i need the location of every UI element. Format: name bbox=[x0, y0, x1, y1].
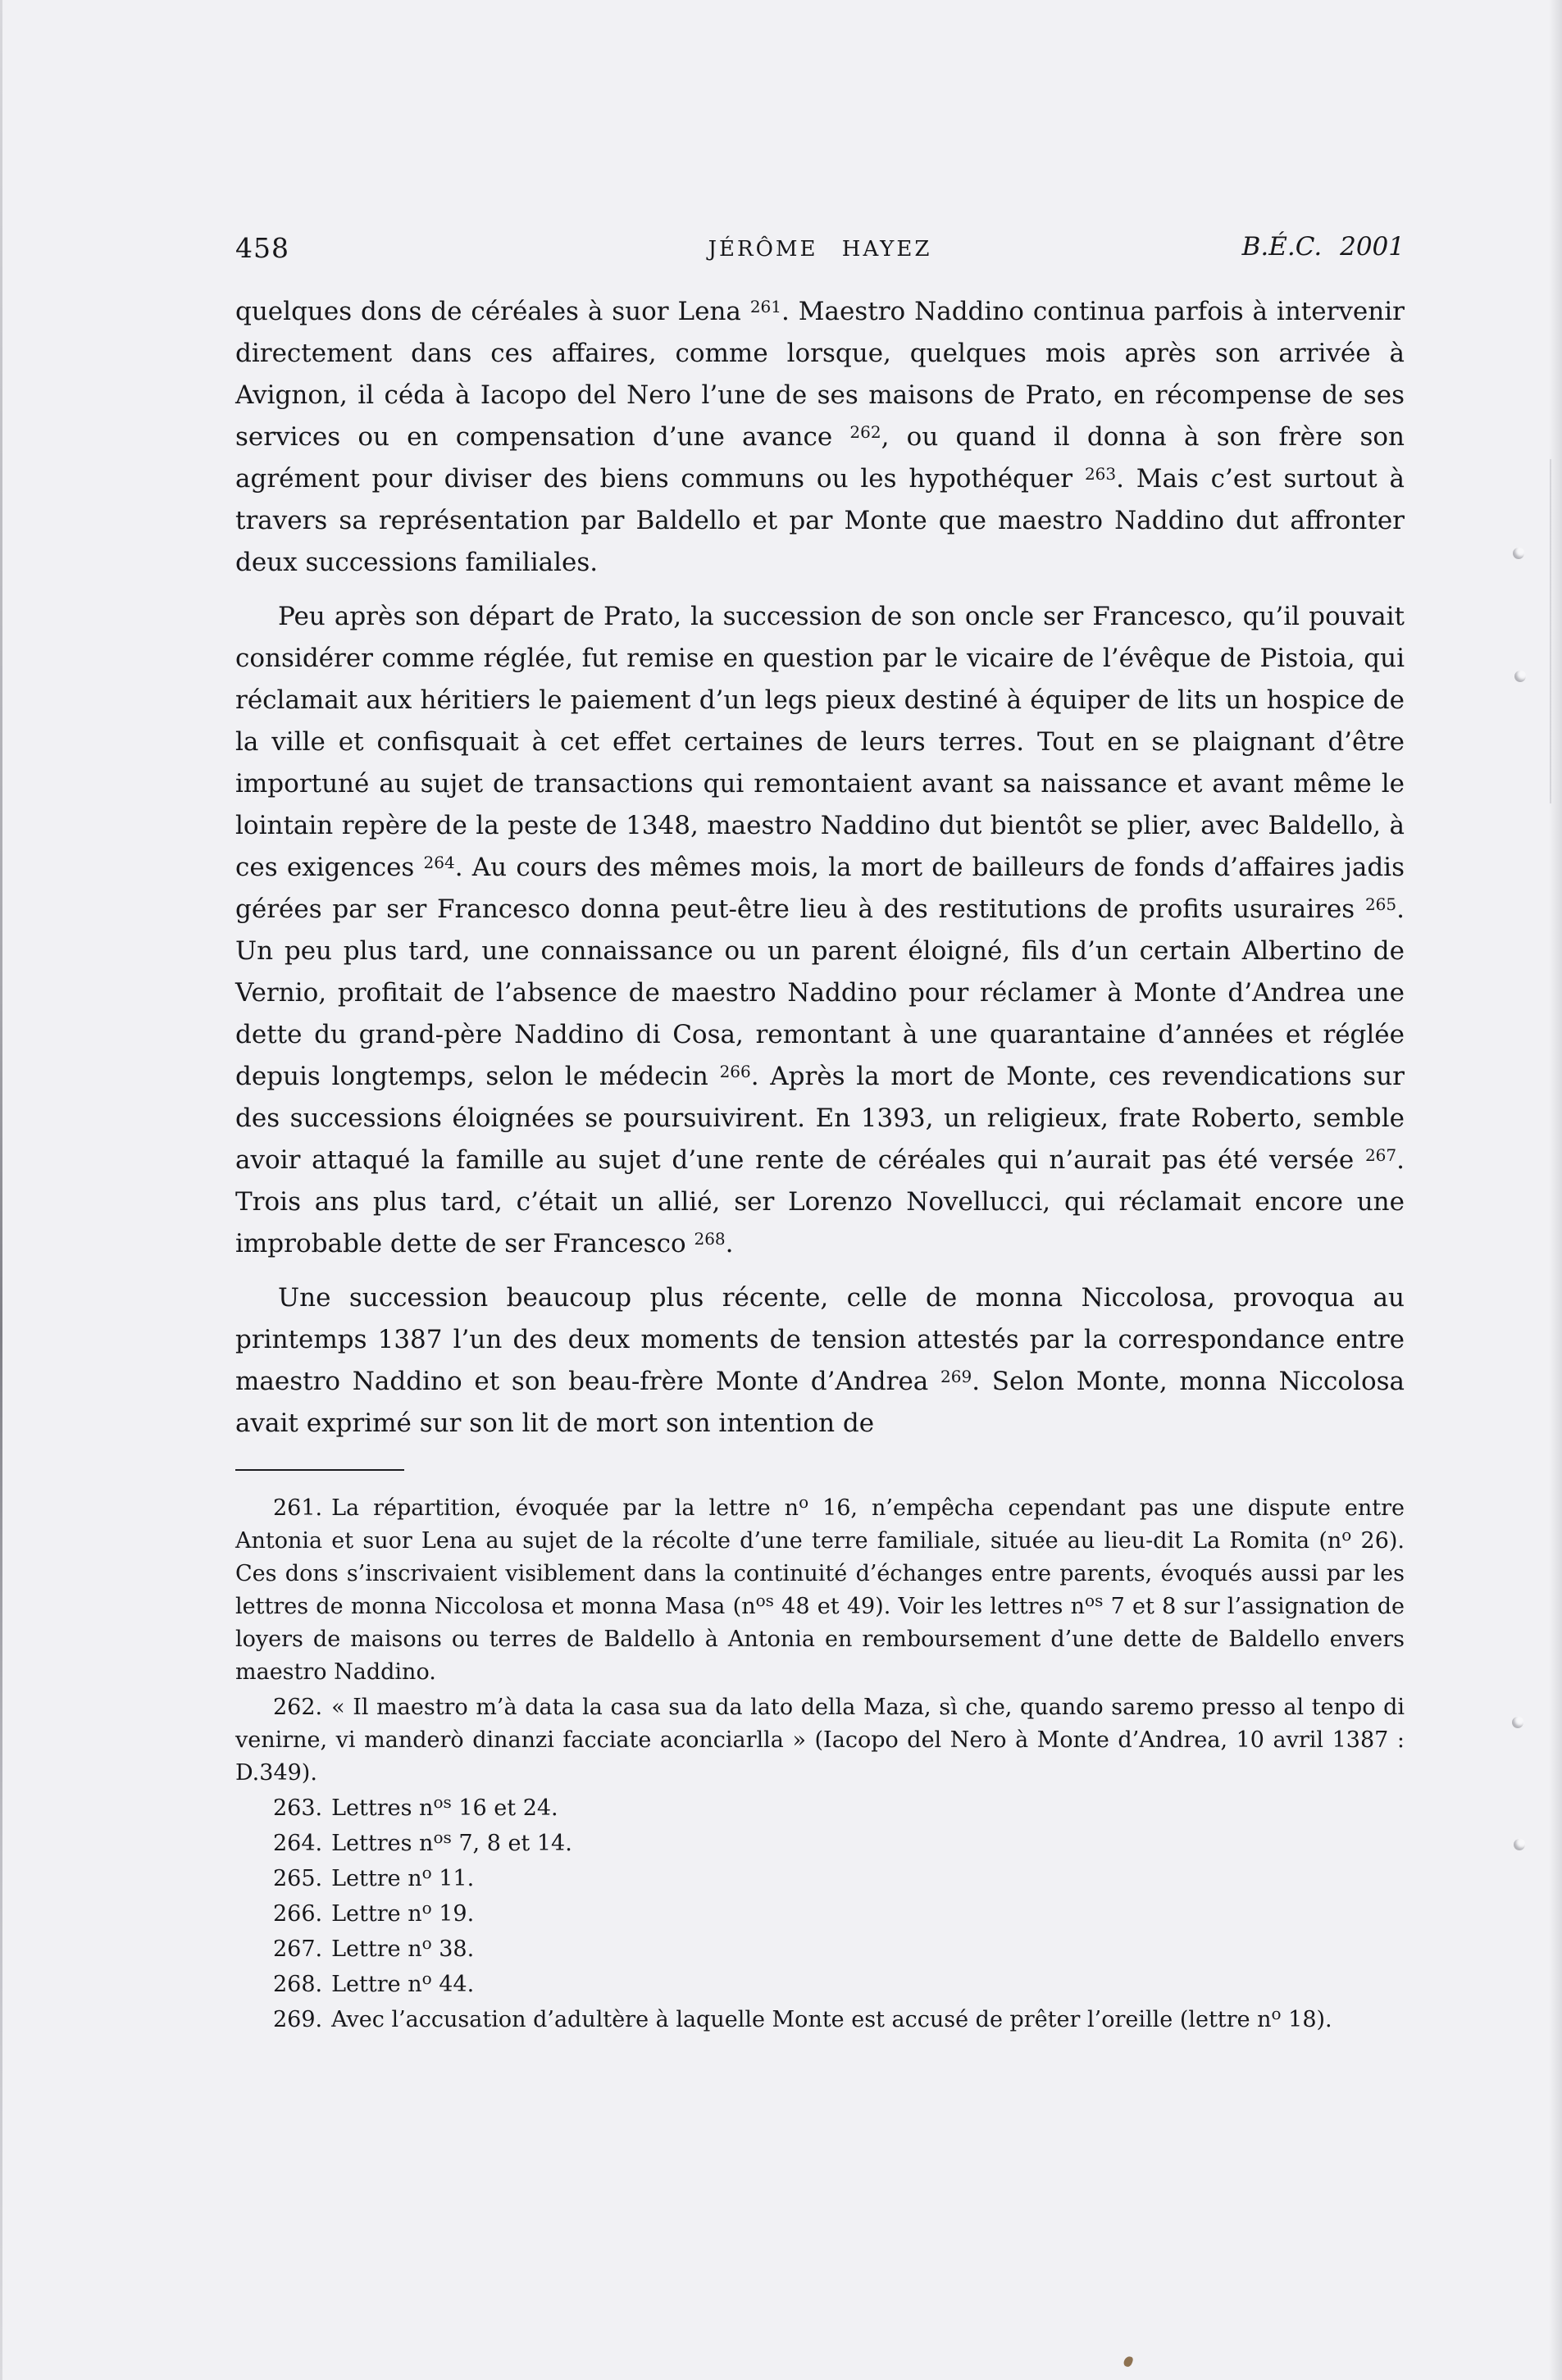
footnote-mark: o bbox=[421, 1898, 432, 1918]
text-run: . Après la mort de Monte, ces revendications sur des successions éloignées se poursuivirent. En 1393, un religieux, frate Roberto, semble avoir attaqué la famille au sujet d’une rente de céréales qui n’aurait pas été versée bbox=[235, 1062, 1405, 1175]
footnote-mark: 262 bbox=[849, 422, 881, 442]
text-run: . Un peu plus tard, une connaissance ou un parent éloigné, fils d’un certain Albertino de Vernio, profitait de l’absence de maestro Naddino pour réclamer à Monte d’Andrea une dette du grand-père Naddino di Cosa, remontant à une quarantaine d’années et réglée depuis longtemps, selon le médecin bbox=[235, 894, 1405, 1091]
text-run: 16, n’empêcha cependant pas une dispute entre Antonia et suor Lena au sujet de la récolte d’une terre familiale, située au lieu-dit La Romita (n bbox=[235, 1495, 1405, 1554]
text-run: . bbox=[725, 1229, 734, 1258]
footnote-mark: os bbox=[433, 1792, 452, 1812]
text-run: « Il maestro m’à data la casa sua da lato della Maza, sì che, quando saremo presso al tenpo di venirne, vi manderò dinanzi facciate aconciarlla » (Iacopo del Nero à Monte d’Andrea, 10 avril 1387 : D.349). bbox=[235, 1695, 1405, 1786]
text-run: Peu après son départ de Prato, la succession de son oncle ser Francesco, qu’il pouvait considérer comme réglée, fut remise en question par le vicaire de l’évêque de Pistoia, qui réclamait aux héritiers le paiement d’un legs pieux destiné à équiper de lits un hospice de la ville et confisquait à cet effet certaines de leurs terres. Tout en se plaignant d’être importuné au sujet de transactions qui remontaient avant sa naissance et avant même le lointain repère de la peste de 1348, maestro Naddino dut bientôt se plier, avec Baldello, à ces exigences bbox=[235, 602, 1405, 882]
footnote-number: 266. bbox=[273, 1901, 323, 1927]
text-run: 7 et 8 sur l’assignation de loyers de maisons ou terres de Baldello à Antonia en remboursement d’une dette de Baldello envers maestro Naddino. bbox=[235, 1594, 1405, 1685]
text-run: Lettre n bbox=[331, 1901, 422, 1927]
footnote-mark: 268 bbox=[694, 1229, 726, 1249]
footnote-mark: 264 bbox=[423, 853, 455, 872]
footnote-mark: o bbox=[1341, 1525, 1352, 1545]
footnote-mark: o bbox=[799, 1492, 809, 1512]
footnote bbox=[235, 1933, 1405, 1966]
footnote-mark: 267 bbox=[1364, 1145, 1397, 1165]
body-paragraph bbox=[235, 596, 1405, 1265]
footnote bbox=[235, 1827, 1405, 1860]
text-run: Lettres n bbox=[331, 1795, 434, 1821]
text-run: 48 et 49). Voir les lettres n bbox=[773, 1594, 1086, 1619]
footnote bbox=[235, 1898, 1405, 1931]
footnote bbox=[235, 1691, 1405, 1790]
footnote bbox=[235, 1492, 1405, 1689]
page-header bbox=[235, 232, 1405, 270]
text-run: 19. bbox=[431, 1901, 475, 1927]
paper-crease bbox=[1550, 459, 1551, 803]
page-right-shadow bbox=[1549, 0, 1562, 2380]
text-run: 38. bbox=[431, 1936, 475, 1962]
footnote-number: 262. bbox=[273, 1695, 323, 1720]
text-run: 44. bbox=[431, 1972, 475, 1997]
footnote-mark: o bbox=[421, 1933, 432, 1953]
journal-reference: B.É.C. 2001 bbox=[1241, 232, 1405, 262]
text-run: Lettres n bbox=[331, 1831, 434, 1856]
footnote-mark: o bbox=[421, 1968, 432, 1988]
footnote-mark: os bbox=[1085, 1590, 1104, 1610]
text-run: . Mais c’est surtout à travers sa représentation par Baldello et par Monte que maestro Naddino dut affronter deux successions familiales. bbox=[235, 464, 1405, 577]
footnote-number: 265. bbox=[273, 1866, 323, 1891]
footnote-mark: 265 bbox=[1364, 894, 1397, 914]
paper-speck bbox=[1123, 2355, 1134, 2368]
text-run: Lettre n bbox=[331, 1972, 422, 1997]
text-run: 7, 8 et 14. bbox=[451, 1831, 572, 1856]
text-run: . Au cours des mêmes mois, la mort de bailleurs de fonds d’affaires jadis gérées par ser Francesco donna peut-être lieu à des restitutions de profits usuraires bbox=[235, 853, 1405, 924]
footnote-mark: 261 bbox=[749, 297, 781, 316]
text-run: La répartition, évoquée par la lettre n bbox=[331, 1495, 799, 1521]
text-run: Une succession beaucoup plus récente, celle de monna Niccolosa, provoqua au printemps 1387 l’un des deux moments de tension attestés par la correspondance entre maestro Naddino et son beau-frère Monte d’Andrea bbox=[235, 1283, 1405, 1396]
footnote-mark: 269 bbox=[940, 1367, 972, 1386]
text-block bbox=[235, 232, 1405, 2036]
paper-dent bbox=[1514, 1839, 1525, 1850]
text-run: 26). Ces dons s’inscrivaient visiblement dans la continuité d’échanges entre parents, évoqués aussi par les lettres de monna Niccolosa et monna Masa (n bbox=[235, 1528, 1405, 1619]
footnotes bbox=[235, 1492, 1405, 2036]
footnote-mark: o bbox=[1271, 2004, 1282, 2023]
text-run: . Maestro Naddino continua parfois à intervenir directement dans ces affaires, comme lorsque, quelques mois après son arrivée à Avignon, il céda à Iacopo del Nero l’une de ses maisons de Prato, en récompense de ses services ou en compensation d’une avance bbox=[235, 297, 1405, 452]
text-run: , ou quand il donna à son frère son agrément pour diviser des biens communs ou les hypothéquer bbox=[235, 422, 1405, 494]
text-run: Lettre n bbox=[331, 1936, 422, 1962]
text-run: 11. bbox=[431, 1866, 475, 1891]
footnote-mark: o bbox=[421, 1863, 432, 1882]
footnote-mark: 263 bbox=[1084, 464, 1117, 484]
footnote-mark: os bbox=[755, 1590, 774, 1610]
paper-dent bbox=[1514, 671, 1526, 682]
text-run: . Trois ans plus tard, c’était un allié, ser Lorenzo Novellucci, qui réclamait encore une improbable dette de ser Francesco bbox=[235, 1145, 1405, 1258]
footnote-number: 269. bbox=[273, 2007, 323, 2032]
paper-dent bbox=[1513, 548, 1524, 559]
body-paragraph bbox=[235, 291, 1405, 584]
footnote bbox=[235, 1792, 1405, 1825]
page-left-edge bbox=[0, 0, 2, 2380]
text-run: quelques dons de céréales à suor Lena bbox=[235, 297, 750, 326]
text-run: 18). bbox=[1281, 2007, 1332, 2032]
footnote-mark: 266 bbox=[719, 1062, 751, 1081]
footnote bbox=[235, 1968, 1405, 2001]
page-number: 458 bbox=[235, 232, 289, 264]
text-run: Lettre n bbox=[331, 1866, 422, 1891]
text-run: 16 et 24. bbox=[451, 1795, 558, 1821]
footnote bbox=[235, 2004, 1405, 2036]
footnote-separator bbox=[235, 1469, 404, 1471]
footnote-number: 263. bbox=[273, 1795, 323, 1821]
paper-dent bbox=[1512, 1717, 1523, 1728]
footnote-number: 267. bbox=[273, 1936, 323, 1962]
footnote-number: 268. bbox=[273, 1972, 323, 1997]
footnote-number: 264. bbox=[273, 1831, 323, 1856]
body-text bbox=[235, 291, 1405, 1445]
text-run: . Selon Monte, monna Niccolosa avait exprimé sur son lit de mort son intention de bbox=[235, 1367, 1405, 1438]
footnote-number: 261. bbox=[273, 1495, 323, 1521]
text-run: Avec l’accusation d’adultère à laquelle Monte est accusé de prêter l’oreille (lettre n bbox=[331, 2007, 1272, 2032]
footnote-mark: os bbox=[433, 1827, 452, 1847]
body-paragraph bbox=[235, 1277, 1405, 1445]
running-title: JÉRÔME HAYEZ bbox=[708, 237, 932, 262]
footnote bbox=[235, 1863, 1405, 1895]
